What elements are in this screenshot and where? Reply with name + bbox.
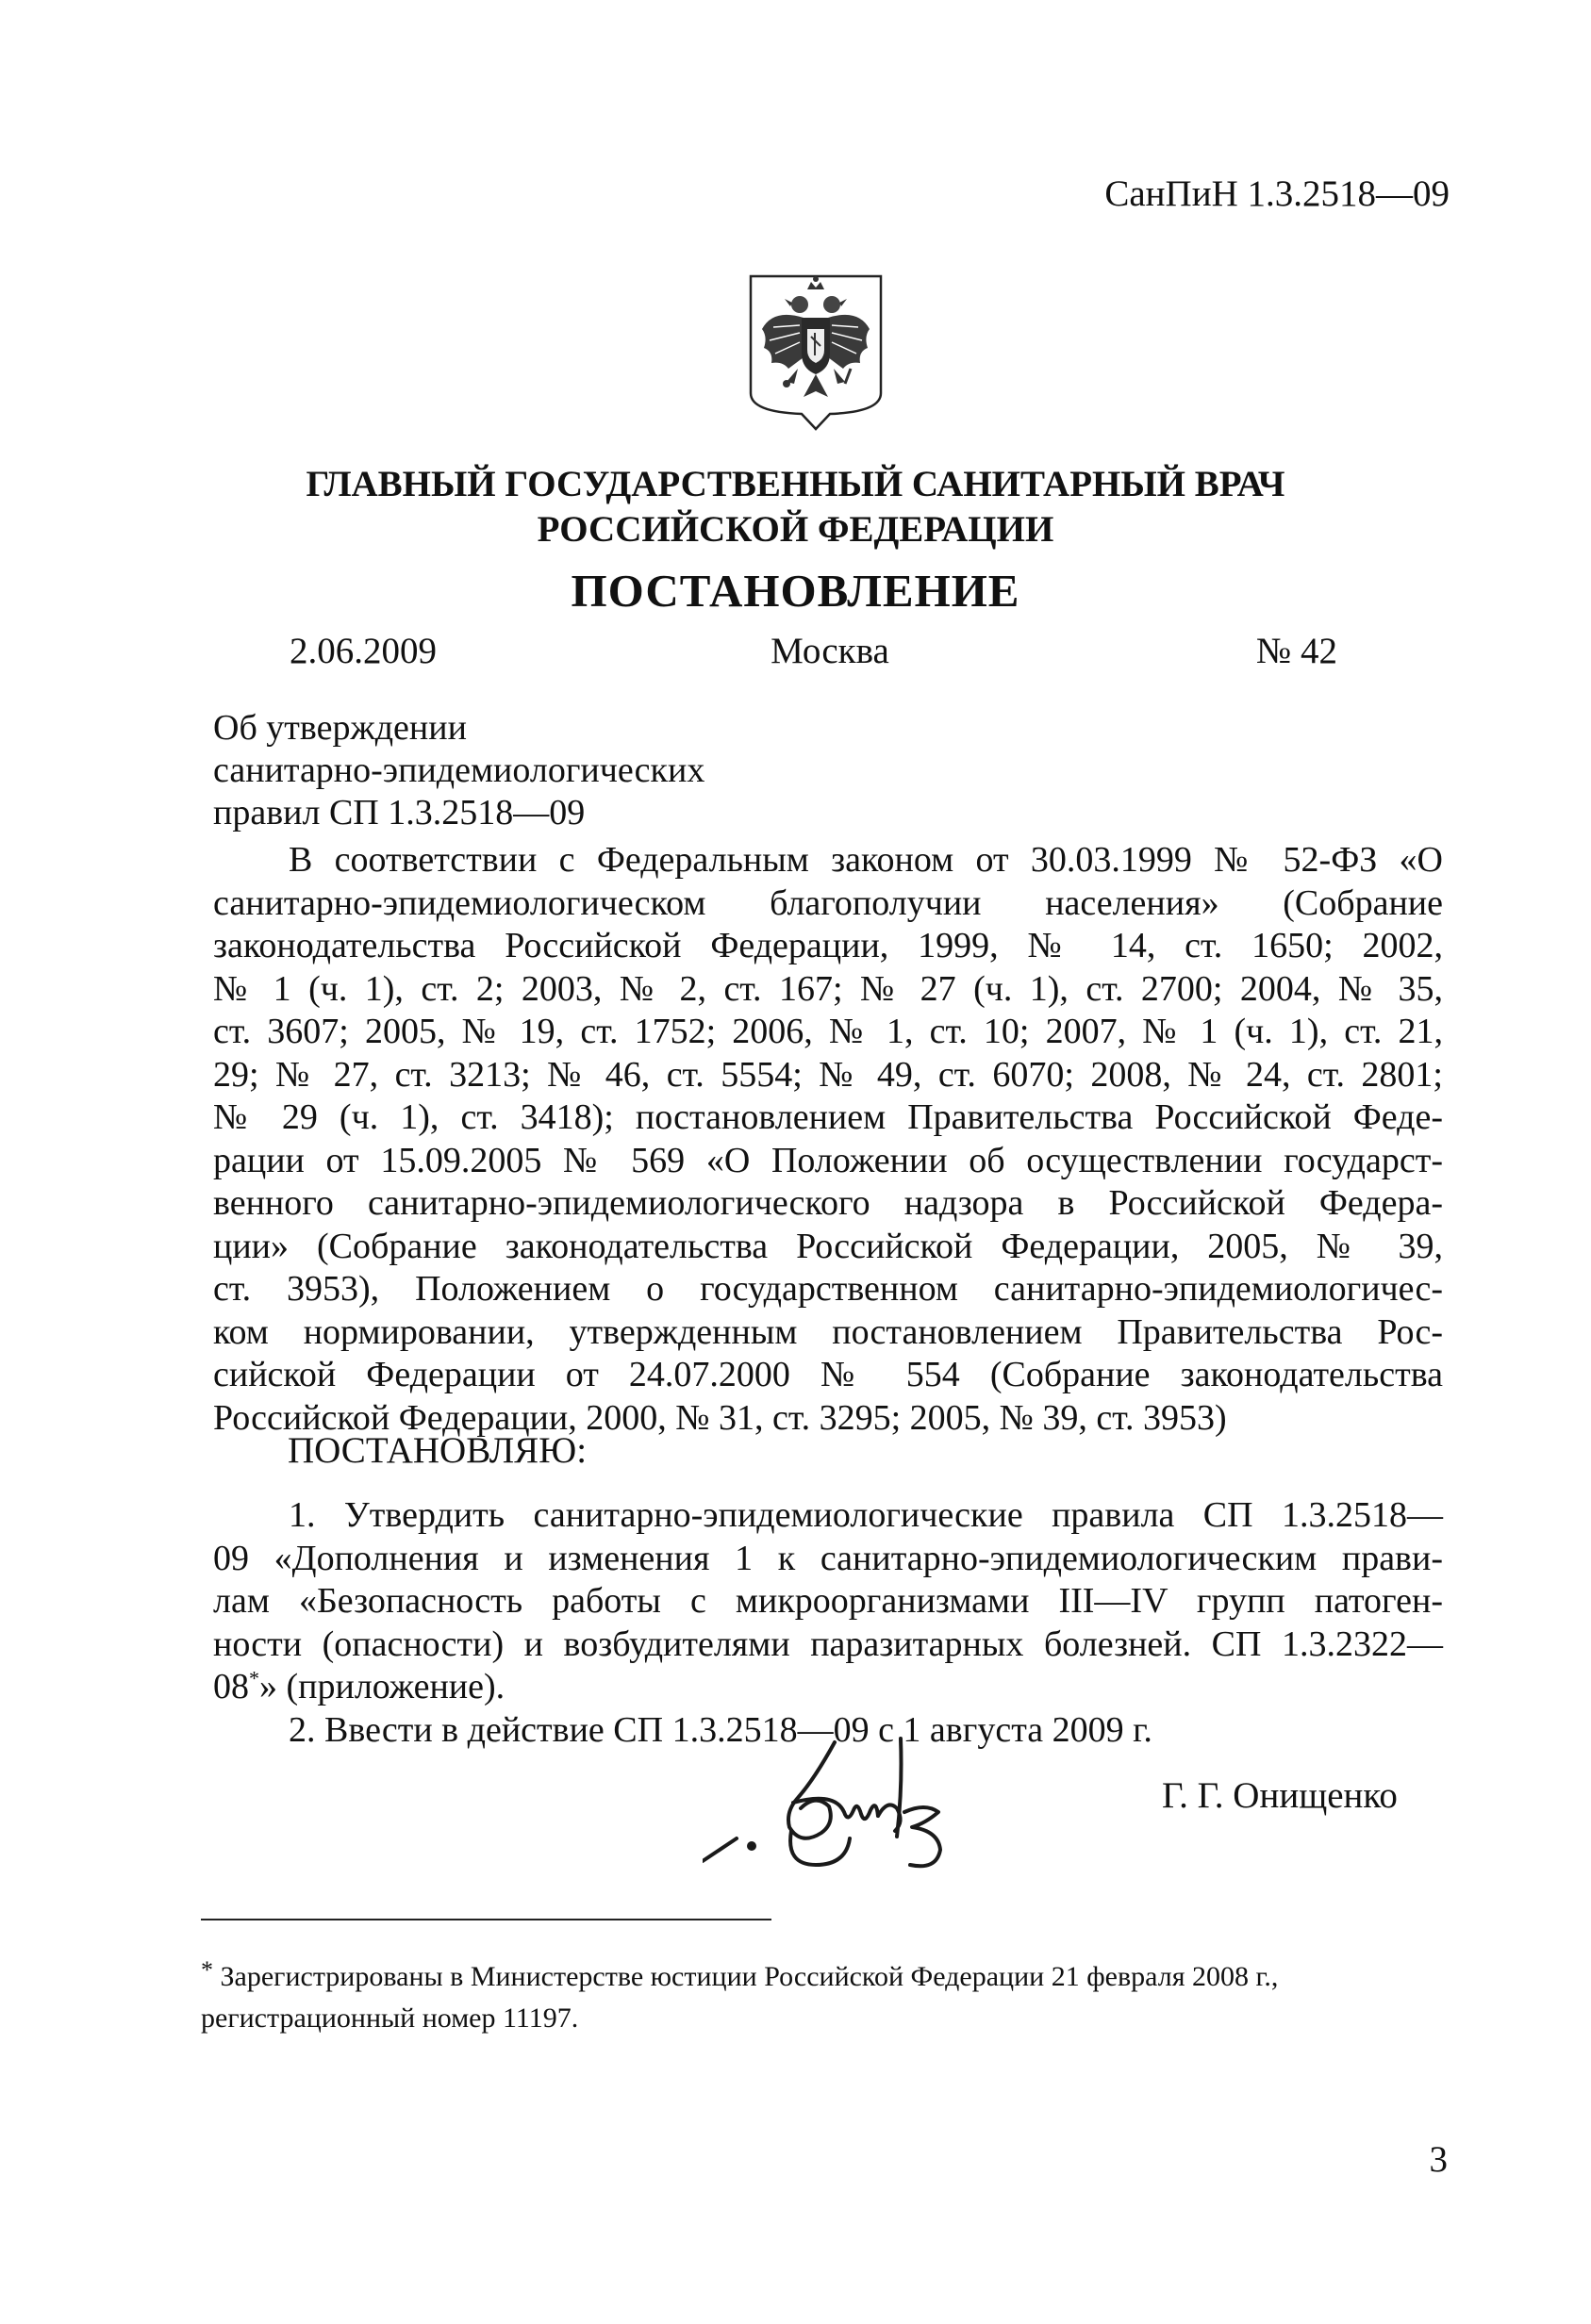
preamble-line: ком нормировании, утвержденным постановлением Правительства Рос-	[213, 1311, 1443, 1352]
document-subject	[213, 707, 704, 834]
footnote-divider	[201, 1919, 771, 1920]
document-date: 2.06.2009	[290, 631, 437, 671]
footnote-mark: *	[201, 1956, 213, 1984]
russian-coat-of-arms-icon	[745, 271, 887, 431]
preamble-line: 29; № 27, ст. 3213; № 46, ст. 5554; № 49, ст. 6070; 2008, № 24, ст. 2801;	[213, 1054, 1443, 1095]
subject-line: правил СП 1.3.2518—09	[213, 793, 586, 832]
document-number: № 42	[1256, 631, 1337, 671]
item-1-tail: » (приложение).	[259, 1667, 505, 1706]
footnote	[201, 1956, 1455, 2039]
preamble-line: № 1 (ч. 1), ст. 2; 2003, № 2, ст. 167; № 27 (ч. 1), ст. 2700; 2004, № 35,	[213, 968, 1443, 1009]
preamble-line: сийской Федерации от 24.07.2000 № 554 (Собрание законодательства	[213, 1355, 1443, 1394]
footnote-reference: *	[249, 1666, 259, 1690]
preamble-line: рации от 15.09.2005 № 569 «О Положении об осуществлении государст-	[213, 1140, 1443, 1180]
subject-line: санитарно-эпидемиологических	[213, 750, 705, 790]
preamble-paragraph	[213, 839, 1443, 1440]
signer-name: Г. Г. Онищенко	[1162, 1775, 1398, 1816]
preamble-line: законодательства Российской Федерации, 1999, № 14, ст. 1650; 2002,	[213, 926, 1443, 965]
footnote-text: Зарегистрированы в Министерстве юстиции Российской Федерации 21 февраля 2008 г.,	[220, 1961, 1279, 1992]
document-code: СанПиН 1.3.2518—09	[1104, 173, 1450, 214]
preamble-line: ст. 3953), Положением о государственном санитарно-эпидемиологичес-	[213, 1269, 1443, 1309]
item-1-line: лам «Безопасность работы с микроорганизмами III—IV групп патоген-	[213, 1581, 1443, 1621]
preamble-line: ции» (Собрание законодательства Российской Федерации, 2005, № 39,	[213, 1226, 1443, 1266]
document-city: Москва	[771, 631, 889, 671]
footnote-line: регистрационный номер 11197.	[201, 2003, 579, 2034]
authority-line-1: ГЛАВНЫЙ ГОСУДАРСТВЕННЫЙ САНИТАРНЫЙ ВРАЧ	[306, 464, 1285, 504]
item-1-line	[213, 1666, 1443, 1709]
preamble-line: Российской Федерации, 2000, № 31, ст. 3295; 2005, № 39, ст. 3953)	[213, 1397, 1227, 1438]
decree-label: ПОСТАНОВЛЯЮ:	[288, 1430, 588, 1471]
subject-line: Об утверждении	[213, 708, 467, 748]
preamble-line: № 29 (ч. 1), ст. 3418); постановлением Правительства Российской Феде-	[213, 1097, 1443, 1137]
footnote-line	[201, 1956, 1455, 1998]
handwritten-signature	[703, 1733, 995, 1874]
item-1-line: 09 «Дополнения и изменения 1 к санитарно-эпидемиологическим прави-	[213, 1538, 1443, 1578]
issuing-authority	[0, 462, 1591, 552]
authority-line-2: РОССИЙСКОЙ ФЕДЕРАЦИИ	[537, 509, 1054, 550]
item-2: 2. Ввести в действие СП 1.3.2518—09 с 1 августа 2009 г.	[289, 1709, 1152, 1750]
preamble-line: ст. 3607; 2005, № 19, ст. 1752; 2006, № 1, ст. 10; 2007, № 1 (ч. 1), ст. 21,	[213, 1012, 1443, 1051]
item-1-line: 1. Утвердить санитарно-эпидемиологические правила СП 1.3.2518—	[289, 1495, 1443, 1535]
preamble-line: венного санитарно-эпидемиологического надзора в Российской Федера-	[213, 1183, 1443, 1223]
item-1-code-year: 08	[213, 1667, 249, 1706]
item-1-line: ности (опасности) и возбудителями паразитарных болезней. СП 1.3.2322—	[213, 1624, 1443, 1664]
document-type-title: ПОСТАНОВЛЕНИЕ	[571, 565, 1020, 617]
preamble-line: В соответствии с Федеральным законом от 30.03.1999 № 52-ФЗ «О	[289, 840, 1443, 880]
decree-items	[213, 1494, 1443, 1752]
page-number: 3	[1429, 2139, 1448, 2180]
preamble-line: санитарно-эпидемиологическом благополучии населения» (Собрание	[213, 882, 1443, 923]
